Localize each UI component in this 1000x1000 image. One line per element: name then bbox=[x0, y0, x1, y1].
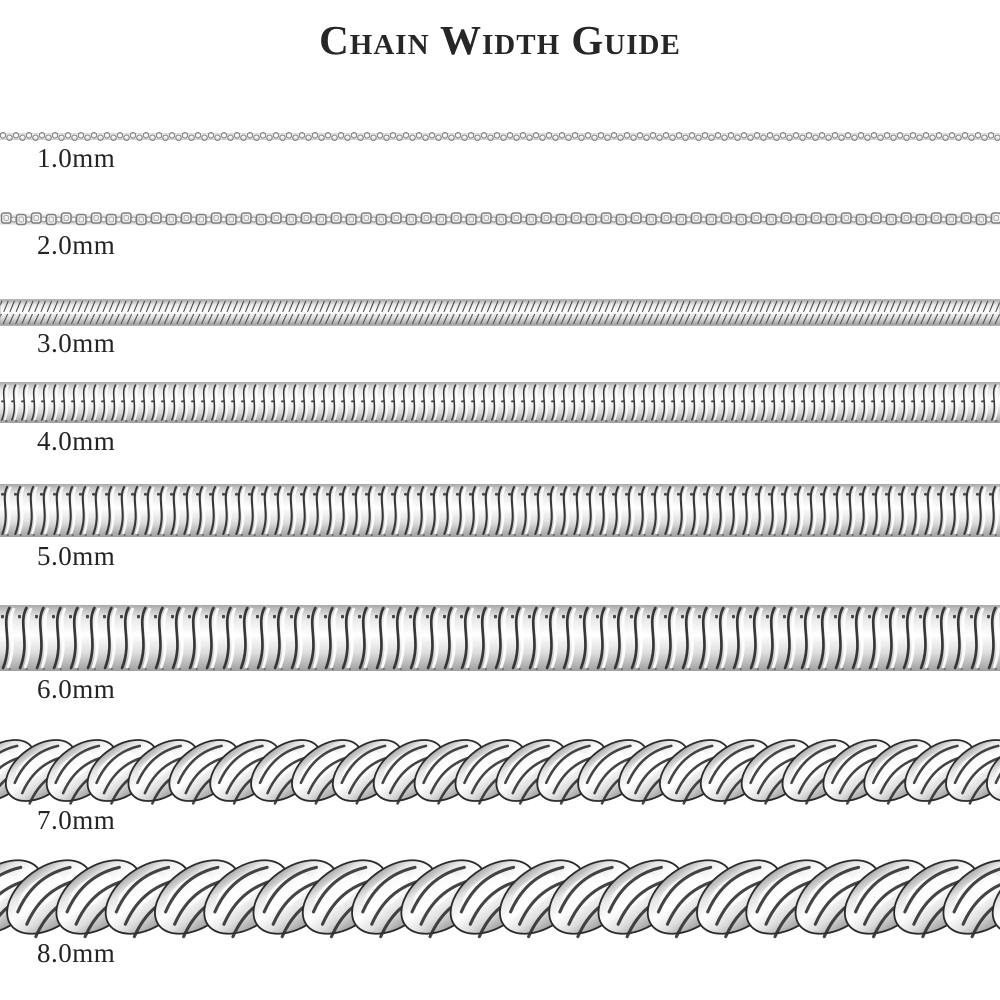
chain-image-2mm-box bbox=[0, 210, 1000, 229]
chain-image-7mm-rope bbox=[0, 734, 1000, 807]
chain-width-label-2mm: 2.0mm bbox=[37, 230, 116, 260]
chain-image-4mm-snake bbox=[0, 381, 1000, 424]
chain-width-label-4mm: 4.0mm bbox=[37, 426, 116, 456]
chain-image-8mm-rope bbox=[0, 853, 1000, 941]
chain-width-label-5mm: 5.0mm bbox=[37, 541, 116, 571]
chain-width-label-3mm: 3.0mm bbox=[37, 328, 116, 358]
chain-image-1mm-box-fine bbox=[0, 131, 1000, 142]
chain-width-label-8mm: 8.0mm bbox=[37, 938, 116, 968]
chain-width-label-7mm: 7.0mm bbox=[37, 805, 116, 835]
chain-image-5mm-snake bbox=[0, 483, 1000, 538]
chain-image-6mm-snake bbox=[0, 604, 1000, 672]
chain-image-3mm-snake-fine bbox=[0, 299, 1000, 326]
chain-width-label-6mm: 6.0mm bbox=[37, 674, 116, 704]
page-title: Chain Width Guide bbox=[319, 17, 681, 63]
chain-width-label-1mm: 1.0mm bbox=[37, 143, 116, 173]
